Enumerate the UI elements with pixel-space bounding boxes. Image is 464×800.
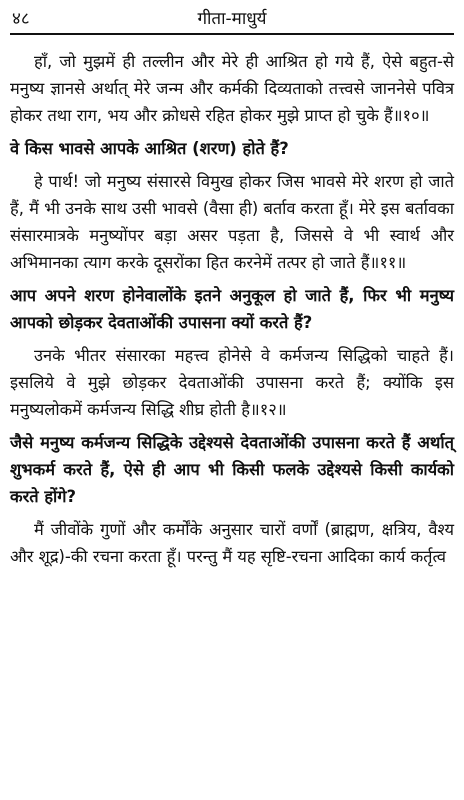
header-rule xyxy=(10,33,454,35)
running-title: गीता-माधुर्य xyxy=(197,9,267,29)
answer-paragraph: हाँ, जो मुझमें ही तल्लीन और मेरे ही आश्रित हो गये हैं, ऐसे बहुत-से मनुष्य ज्ञानसे अर्थात् मेरे जन्म और कर्मकी दिव्यताको तत्त्वसे जाननेसे पवित्र होकर तथा राग, भय और क्रोधसे रहित होकर मुझे प्राप्त हो चुके हैं॥१०॥ xyxy=(10,52,454,125)
page-header xyxy=(10,0,454,36)
page-number: ४८ xyxy=(12,9,30,29)
answer-paragraph: उनके भीतर संसारका महत्त्व होनेसे वे कर्मजन्य सिद्धिको चाहते हैं। इसलिये वे मुझे छोड़कर देवताओंकी उपासना करते हैं; क्योंकि इस मनुष्यलोकमें कर्मजन्य सिद्धि शीघ्र होती है॥१२॥ xyxy=(10,346,454,419)
page-body xyxy=(10,36,454,570)
question-heading: वे किस भावसे आपके आश्रित (शरण) होते हैं? xyxy=(10,139,289,158)
answer-paragraph: मैं जीवोंके गुणों और कर्मोंके अनुसार चारों वर्णों (ब्राह्मण, क्षत्रिय, वैश्य और शूद्र)-की रचना करता हूँ। परन्तु मैं यह सृष्टि-रचना आदिका कार्य कर्तृत्व xyxy=(10,520,454,566)
answer-paragraph: हे पार्थ! जो मनुष्य संसारसे विमुख होकर जिस भावसे मेरे शरण हो जाते हैं, मैं भी उनके साथ उसी भावसे (वैसा ही) बर्ताव करता हूँ। मेरे इस बर्तावका संसारमात्रके मनुष्योंपर बड़ा असर पड़ता है, जिससे वे भी स्वार्थ और अभिमानका त्याग करके दूसरोंका हित करनेमें तत्पर हो जाते हैं॥११॥ xyxy=(10,172,454,272)
question-heading: जैसे मनुष्य कर्मजन्य सिद्धिके उद्देश्यसे देवताओंकी उपासना करते हैं अर्थात् शुभकर्म करते हैं, ऐसे ही आप भी किसी फलके उद्देश्यसे किसी कार्यको करते होंगे? xyxy=(10,433,454,506)
question-heading: आप अपने शरण होनेवालोंके इतने अनुकूल हो जाते हैं, फिर भी मनुष्य आपको छोड़कर देवताओंकी उपासना क्यों करते हैं? xyxy=(10,286,454,332)
